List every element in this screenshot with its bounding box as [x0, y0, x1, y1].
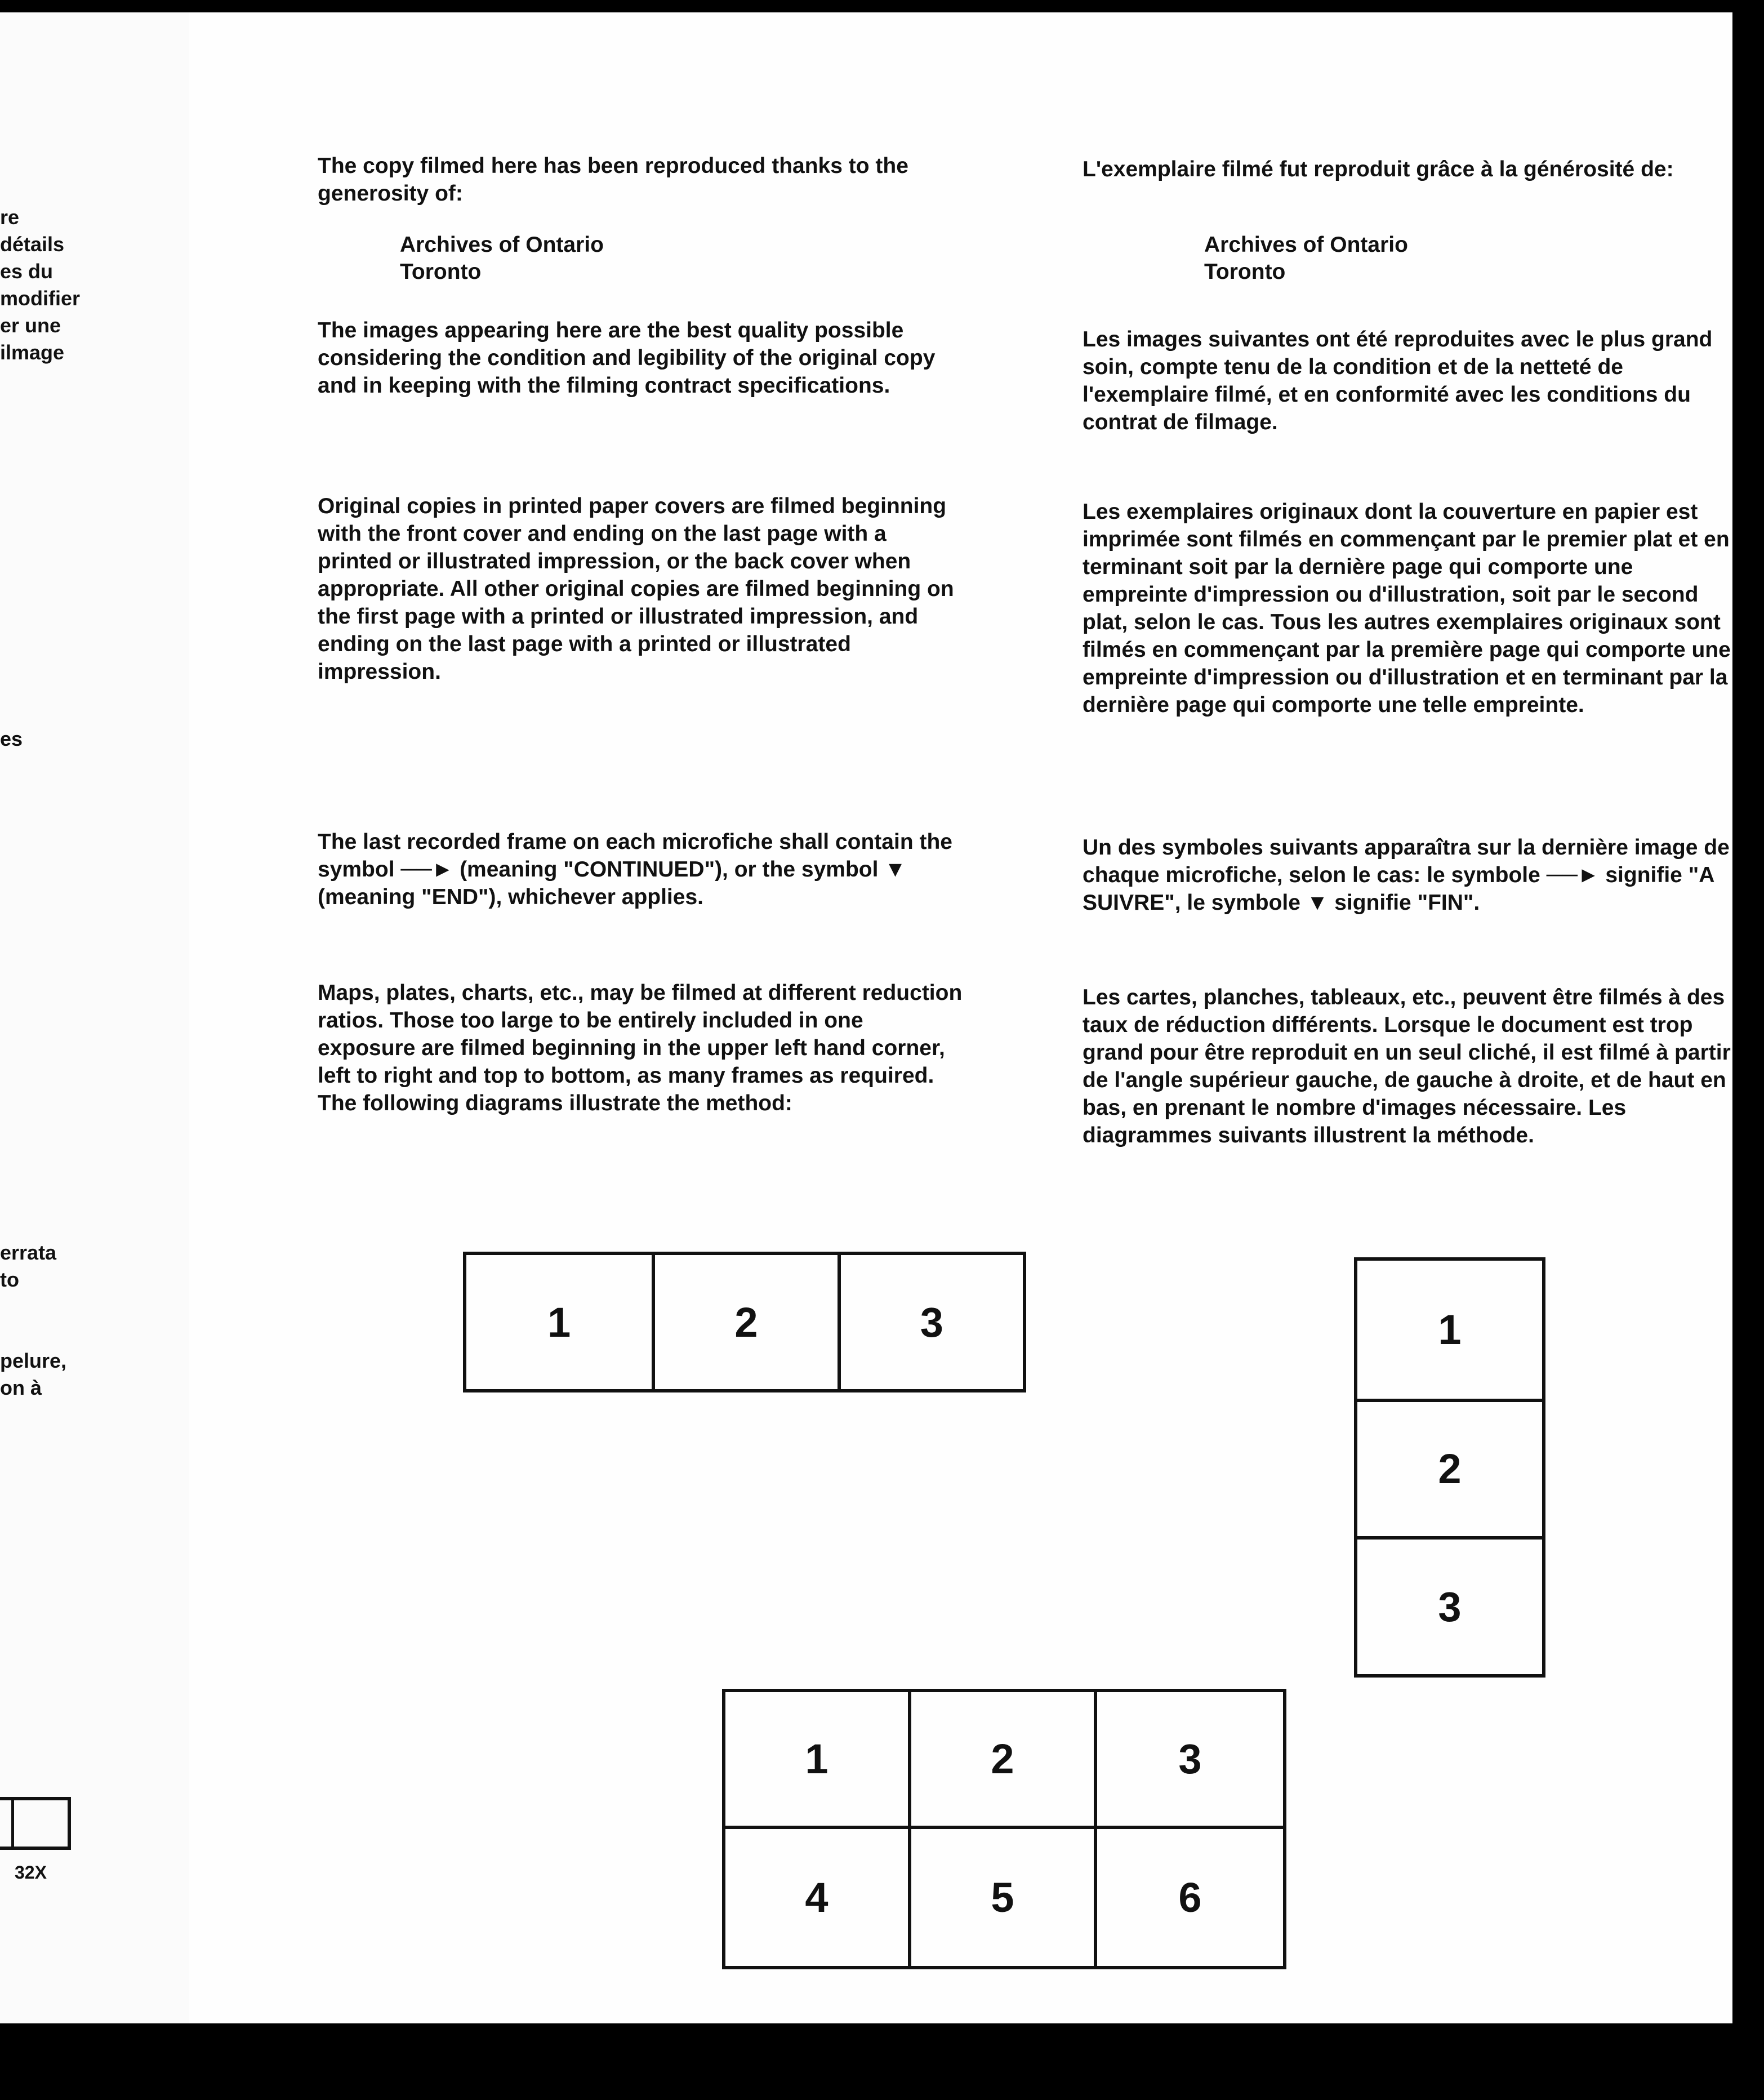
- french-institution: Archives of Ontario: [1204, 233, 1408, 257]
- previous-page-fragment: modifier: [0, 287, 81, 310]
- frame-cell: 1: [547, 1298, 571, 1346]
- previous-page-edge: [0, 12, 189, 2023]
- english-quality-paragraph: The images appearing here are the best quality possible considering the condition and legibility of the original copy and in keeping with the filming contract specifications.: [318, 318, 936, 398]
- frame-cell: 2: [1357, 1399, 1542, 1537]
- english-symbols-paragraph: The last recorded frame on each microfiche shall contain the symbol ──► (meaning "CONTINUED"), or the symbol ▼ (meaning "END"), whichever applies.: [318, 830, 952, 909]
- previous-page-fragment: errata: [0, 1241, 57, 1264]
- previous-page-fragment: pelure,: [0, 1349, 67, 1372]
- english-intro: The copy filmed here has been reproduced thanks to the generosity of:: [318, 154, 908, 206]
- english-institution: Archives of Ontario: [400, 233, 604, 257]
- english-maps-paragraph: Maps, plates, charts, etc., may be filmed at different reduction ratios. Those too large to be entirely included in one exposure are filmed beginning in the upper left hand corner, left to right and top to bottom, as many frames as required. The following diagrams illustrate the method:: [318, 981, 963, 1115]
- previous-page-fragment: ilmage: [0, 341, 65, 364]
- french-symbols-paragraph: Un des symboles suivants apparaîtra sur la dernière image de chaque microfiche, selon le cas: le symbole ──► signifie "A SUIVRE", le symbole ▼ signifie "FIN".: [1083, 835, 1730, 915]
- frame-cell: 3: [838, 1255, 1023, 1389]
- french-city: Toronto: [1204, 260, 1286, 284]
- resolution-target-box: [0, 1797, 71, 1850]
- previous-page-fragment: détails: [0, 233, 65, 256]
- previous-page-fragment: to: [0, 1268, 19, 1291]
- french-covers-paragraph: Les exemplaires originaux dont la couverture en papier est imprimée sont filmés en commençant par le premier plat et en terminant soit par la dernière page qui comporte une empreinte d'impression ou d'illustration, soit par le second plat, selon le cas. Tous les autres exemplaires originaux sont filmés en commençant par la première page qui comporte une empreinte d'impression ou d'illustration et en terminant par la dernière page qui comporte une telle empreinte.: [1083, 500, 1731, 717]
- previous-page-fragment: er une: [0, 314, 61, 337]
- frame-cell: 3: [1097, 1692, 1283, 1829]
- frame-cell: 1: [725, 1692, 911, 1829]
- frame-cell: 2: [652, 1255, 837, 1389]
- microfiche-notice-page: [189, 12, 1732, 2023]
- previous-page-fragment: es: [0, 727, 23, 750]
- previous-page-fragment: on à: [0, 1376, 42, 1399]
- vertical-frame-diagram: [1354, 1257, 1545, 1678]
- frame-cell: 2: [911, 1692, 1097, 1829]
- frame-cell: 4: [725, 1829, 911, 1966]
- previous-page-fragment: es du: [0, 260, 54, 283]
- previous-page-fragment: re: [0, 206, 20, 229]
- frame-cell: 1: [1438, 1306, 1462, 1353]
- six-frame-grid-diagram: [722, 1689, 1286, 1969]
- resolution-target-label: 32X: [15, 1862, 47, 1883]
- frame-cell: 6: [1178, 1874, 1202, 1921]
- english-covers-paragraph: Original copies in printed paper covers are filmed beginning with the front cover and ending on the last page with a printed or illustrated impression, or the back cover when appropriate. All other original copies are filmed beginning on the first page with a printed or illustrated impression, and ending on the last page with a printed or illustrated impression.: [318, 494, 954, 684]
- frame-cell: 3: [1357, 1536, 1542, 1674]
- french-quality-paragraph: Les images suivantes ont été reproduites avec le plus grand soin, compte tenu de la condition et de la netteté de l'exemplaire filmé, et en conformité avec les conditions du contrat de filmage.: [1083, 327, 1713, 434]
- horizontal-frame-diagram: [463, 1252, 1026, 1392]
- french-maps-paragraph: Les cartes, planches, tableaux, etc., peuvent être filmés à des taux de réduction différents. Lorsque le document est trop grand pour être reproduit en un seul cliché, il est filmé à partir de l'angle supérieur gauche, de gauche à droite, et de haut en bas, en prenant le nombre d'images nécessaire. Les diagrammes suivants illustrent la méthode.: [1083, 985, 1731, 1147]
- french-intro: L'exemplaire filmé fut reproduit grâce à la générosité de:: [1083, 157, 1674, 181]
- english-city: Toronto: [400, 260, 482, 284]
- frame-cell: 5: [911, 1829, 1097, 1966]
